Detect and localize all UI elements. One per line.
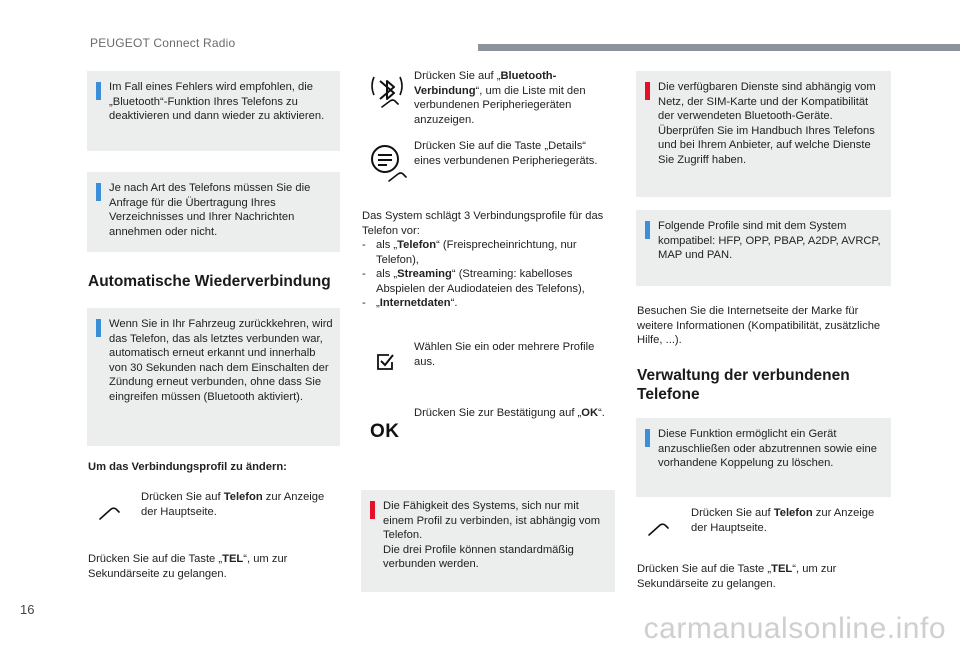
info-box-text: Diese Funktion ermöglicht ein Gerät anzuschließen oder abzutrennen sowie eine vorhandene Koppelung zu löschen. (658, 428, 877, 469)
profile-item-internetdaten: - „Internetdaten“. (362, 297, 458, 309)
hand-press-icon (647, 515, 671, 539)
info-box-text: Wenn Sie in Ihr Fahrzeug zurückkehren, wird das Telefon, das als letztes verbunden war, automatisch erneut erkannt und innerhalb von 30 Sekunden nach dem Einschalten der Zündung erneut verbunden, ohne dass Sie eingreifen müssen (Bluetooth aktiviert). (109, 318, 333, 403)
hand-press-icon (98, 499, 122, 523)
warning-box-services (636, 71, 891, 197)
info-box-phone-type (87, 172, 340, 252)
header-bar (478, 44, 960, 51)
info-icon (645, 221, 650, 239)
heading-manage-phones: Verwaltung der verbundenen Telefone (637, 367, 850, 403)
warning-icon (645, 82, 650, 100)
info-box-text: Folgende Profile sind mit dem System kompatibel: HFP, OPP, PBAP, A2DP, AVRCP, MAP und PAN. (658, 220, 881, 261)
info-icon (96, 319, 101, 337)
details-icon (367, 143, 409, 185)
info-icon (645, 429, 650, 447)
heading-auto-reconnect: Automatische Wiederverbindung (88, 273, 331, 290)
warning-box-profile (361, 490, 615, 592)
details-step: Drücken Sie auf die Taste „Details“ eines verbundenen Peripheriegeräts. (414, 140, 598, 167)
website-note: Besuchen Sie die Internetseite der Marke für weitere Informationen (Kompatibilität, zusätzliche Hilfe, ...). (637, 305, 881, 346)
header-title: PEUGEOT Connect Radio (90, 36, 236, 50)
info-box-bluetooth-error (87, 71, 340, 151)
checkbox-icon (375, 352, 395, 372)
profile-item-streaming: - als „Streaming“ (Streaming: kabelloses Abspielen der Audiodateien des Telefons), (362, 268, 585, 295)
ok-icon: OK (370, 421, 400, 442)
warning-box-text: Die Fähigkeit des Systems, sich nur mit einem Profil zu verbinden, ist abhängig vom Telefon. Die drei Profile können standardmäßig verbunden werden. (383, 500, 601, 570)
phone-step-left: Drücken Sie auf Telefon zur Anzeige der Hauptseite. (141, 491, 325, 518)
info-box-auto-reconnect (87, 308, 340, 446)
info-box-manage (636, 418, 891, 497)
info-box-profiles (636, 210, 891, 286)
profile-item-telefon: - als „Telefon“ (Freisprecheinrichtung, nur Telefon), (362, 239, 577, 266)
page-number: 16 (20, 602, 35, 617)
tel-step-left: Drücken Sie auf die Taste „TEL“, um zur Sekundärseite zu gelangen. (88, 553, 288, 580)
info-icon (96, 82, 101, 100)
bluetooth-connection-step: Drücken Sie auf „Bluetooth-Verbindung“, um die Liste mit den verbundenen Peripheriegeräten anzuzeigen. (414, 70, 586, 126)
profiles-list (362, 238, 612, 311)
bluetooth-icon (368, 71, 406, 115)
phone-step-right: Drücken Sie auf Telefon zur Anzeige der Hauptseite. (691, 507, 875, 534)
info-icon (96, 183, 101, 201)
warning-icon (370, 501, 375, 519)
info-box-text: Je nach Art des Telefons müssen Sie die Anfrage für die Übertragung Ihres Verzeichnisses und Ihrer Nachrichten annehmen oder nicht. (109, 182, 311, 238)
confirm-ok-step: Drücken Sie zur Bestätigung auf „OK“. (414, 407, 605, 419)
warning-box-text: Die verfügbaren Dienste sind abhängig vom Netz, der SIM-Karte und der Kompatibilität der verwendeten Bluetooth-Geräte. Überprüfen Sie im Handbuch Ihres Telefons und bei Ihrem Anbieter, auf welche Dienste Sie Zugriff haben. (658, 81, 876, 166)
select-profiles-step: Wählen Sie ein oder mehrere Profile aus. (414, 341, 595, 368)
tel-step-right: Drücken Sie auf die Taste „TEL“, um zur Sekundärseite zu gelangen. (637, 563, 837, 590)
watermark: carmanualsonline.info (643, 612, 946, 645)
info-box-text: Im Fall eines Fehlers wird empfohlen, die „Bluetooth“-Funktion Ihres Telefons zu deaktivieren und dann wieder zu aktivieren. (109, 81, 325, 122)
profile-change-label: Um das Verbindungsprofil zu ändern: (88, 461, 287, 473)
profiles-intro: Das System schlägt 3 Verbindungsprofile für das Telefon vor: (362, 210, 604, 237)
